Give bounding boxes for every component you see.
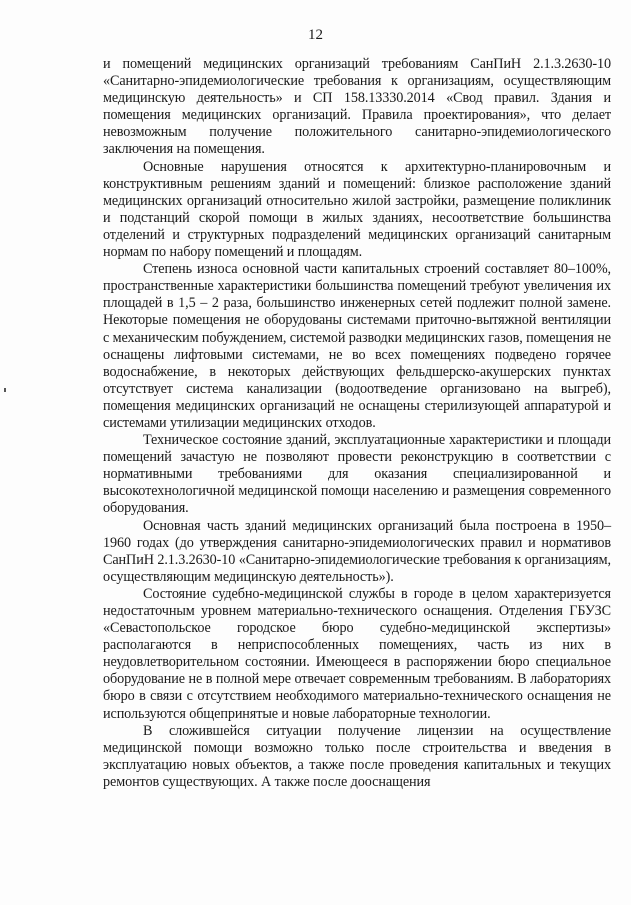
- paragraph: Техническое состояние зданий, эксплуатационные характеристики и площади помещений зачастую не позволяют провести реконструкцию в соответствии с нормативными требованиями для оказания специализированной и высокотехнологичной медицинской помощи населению и размещения современного оборудования.: [103, 432, 611, 517]
- page-number: 12: [308, 27, 323, 43]
- paragraph: В сложившейся ситуации получение лицензии на осуществление медицинской помощи возможно только после строительства и введения в эксплуатацию новых объектов, а также после проведения капитальных и текущих ремонтов существующих. А также после дооснащения: [103, 722, 611, 790]
- paragraph: Степень износа основной части капитальных строений составляет 80–100%, пространственные характеристики большинства помещений требуют увеличения их площадей в 1,5 – 2 раза, большинство инженерных сетей подлежит полной замене. Некоторые помещения не оборудованы системами приточно-вытяжной вентиляции с механическим побуждением, системой разводки медицинских газов, помещения не оснащены лифтовыми системами, не во всех помещениях подведено горячее водоснабжение, в некоторых действующих фельдшерско-акушерских пунктах отсутствует система канализации (водоотведение организовано на выгреб), помещения медицинских организаций не оснащены стерилизующей аппаратурой и системами утилизации медицинских отходов.: [103, 261, 611, 431]
- paragraph: Основные нарушения относятся к архитектурно-планировочным и конструктивным решениям зданий и помещений: близкое расположение зданий медицинских организаций относительно жилой застройки, размещение поликлиник и подстанций скорой помощи в жилых зданиях, несоответствие большинства отделений и структурных подразделений медицинских организаций санитарным нормам по набору помещений и площадям.: [103, 158, 611, 261]
- paragraph: Основная часть зданий медицинских организаций была построена в 1950–1960 годах (до утверждения санитарно-эпидемиологических правил и нормативов СанПиН 2.1.3.2630-10 «Санитарно-эпидемиологические требования к организациям, осуществляющим медицинскую деятельность»).: [103, 517, 611, 585]
- paragraph: Состояние судебно-медицинской службы в городе в целом характеризуется недостаточным уровнем материально-технического оснащения. Отделения ГБУЗС «Севастопольское городское бюро судебно-медицинской экспертизы» располагаются в неприспособленных помещениях, часть из них в неудовлетворительном состоянии. Имеющееся в распоряжении бюро специальное оборудование не в полной мере отвечает современным требованиям. В лабораториях бюро в связи с отсутствием необходимого материально-технического оснащения не используются общепринятые и новые лабораторные технологии.: [103, 585, 611, 722]
- document-body: [103, 56, 611, 791]
- margin-mark: [4, 388, 6, 392]
- paragraph-continued: и помещений медицинских организаций требованиям СанПиН 2.1.3.2630-10 «Санитарно-эпидемиологические требования к организациям, осуществляющим медицинскую деятельность» и СП 158.13330.2014 «Свод правил. Здания и помещения медицинских организаций. Правила проектирования», что делает невозможным получение положительного санитарно-эпидемиологического заключения на помещения.: [103, 56, 611, 158]
